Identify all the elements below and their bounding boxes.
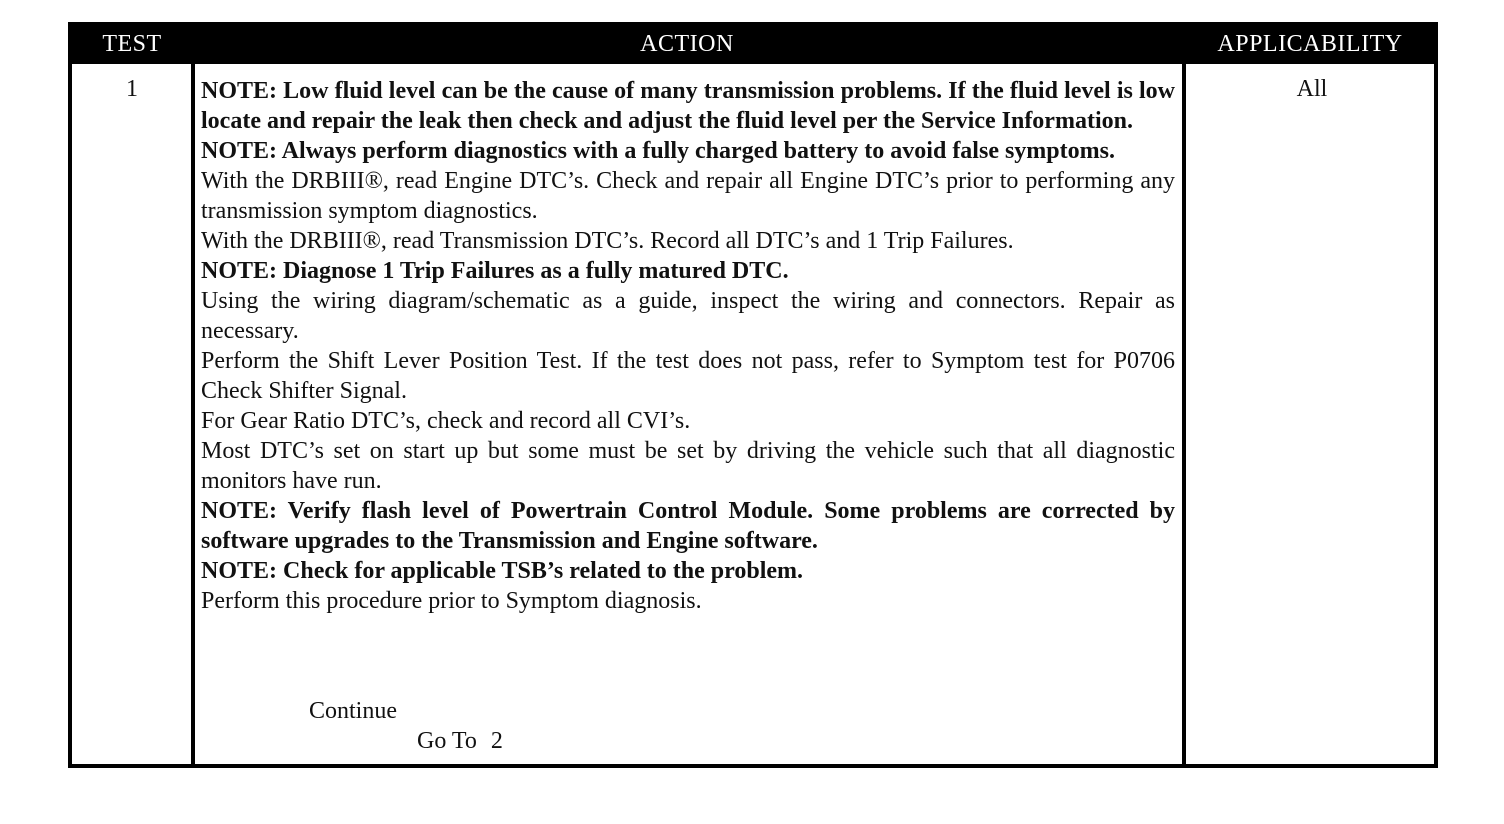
column-divider-test	[191, 64, 195, 764]
header-applicability: APPLICABILITY	[1217, 31, 1403, 57]
goto-step	[417, 726, 503, 756]
action-line: NOTE: Low fluid level can be the cause of many transmission problems. If the fluid level is low locate and repair the leak then check and adjust the fluid level per the Service Information.	[201, 78, 1175, 134]
action-line: NOTE: Verify flash level of Powertrain Control Module. Some problems are corrected by software upgrades to the Transmission and Engine software.	[201, 498, 1175, 554]
result-continue-label: Continue	[309, 698, 397, 724]
applicability-value: All	[1296, 76, 1328, 102]
goto-target-number: 2	[490, 728, 503, 754]
action-line: NOTE: Check for applicable TSB’s related to the problem.	[201, 558, 804, 584]
header-action: ACTION	[640, 31, 734, 57]
action-line: NOTE: Always perform diagnostics with a fully charged battery to avoid false symptoms.	[201, 138, 1115, 164]
test-number: 1	[126, 76, 138, 102]
action-cell	[201, 76, 1175, 616]
action-line: NOTE: Diagnose 1 Trip Failures as a fully matured DTC.	[201, 258, 789, 284]
action-line: Perform the Shift Lever Position Test. If the test does not pass, refer to Symptom test for P0706 Check Shifter Signal.	[201, 348, 1175, 404]
action-line: Using the wiring diagram/schematic as a guide, inspect the wiring and connectors. Repair as necessary.	[201, 288, 1175, 344]
action-line: With the DRBIII®, read Transmission DTC’s. Record all DTC’s and 1 Trip Failures.	[201, 228, 1014, 254]
action-line: For Gear Ratio DTC’s, check and record all CVI’s.	[201, 408, 691, 434]
goto-label: Go To	[417, 728, 477, 754]
column-divider-action	[1182, 64, 1186, 764]
diagnostic-table	[68, 22, 1438, 768]
action-line: Most DTC’s set on start up but some must be set by driving the vehicle such that all diagnostic monitors have run.	[201, 438, 1175, 494]
header-test: TEST	[102, 31, 162, 57]
table-header	[72, 26, 1434, 64]
action-line: Perform this procedure prior to Symptom diagnosis.	[201, 588, 702, 614]
action-line: With the DRBIII®, read Engine DTC’s. Check and repair all Engine DTC’s prior to performing any transmission symptom diagnostics.	[201, 168, 1175, 224]
